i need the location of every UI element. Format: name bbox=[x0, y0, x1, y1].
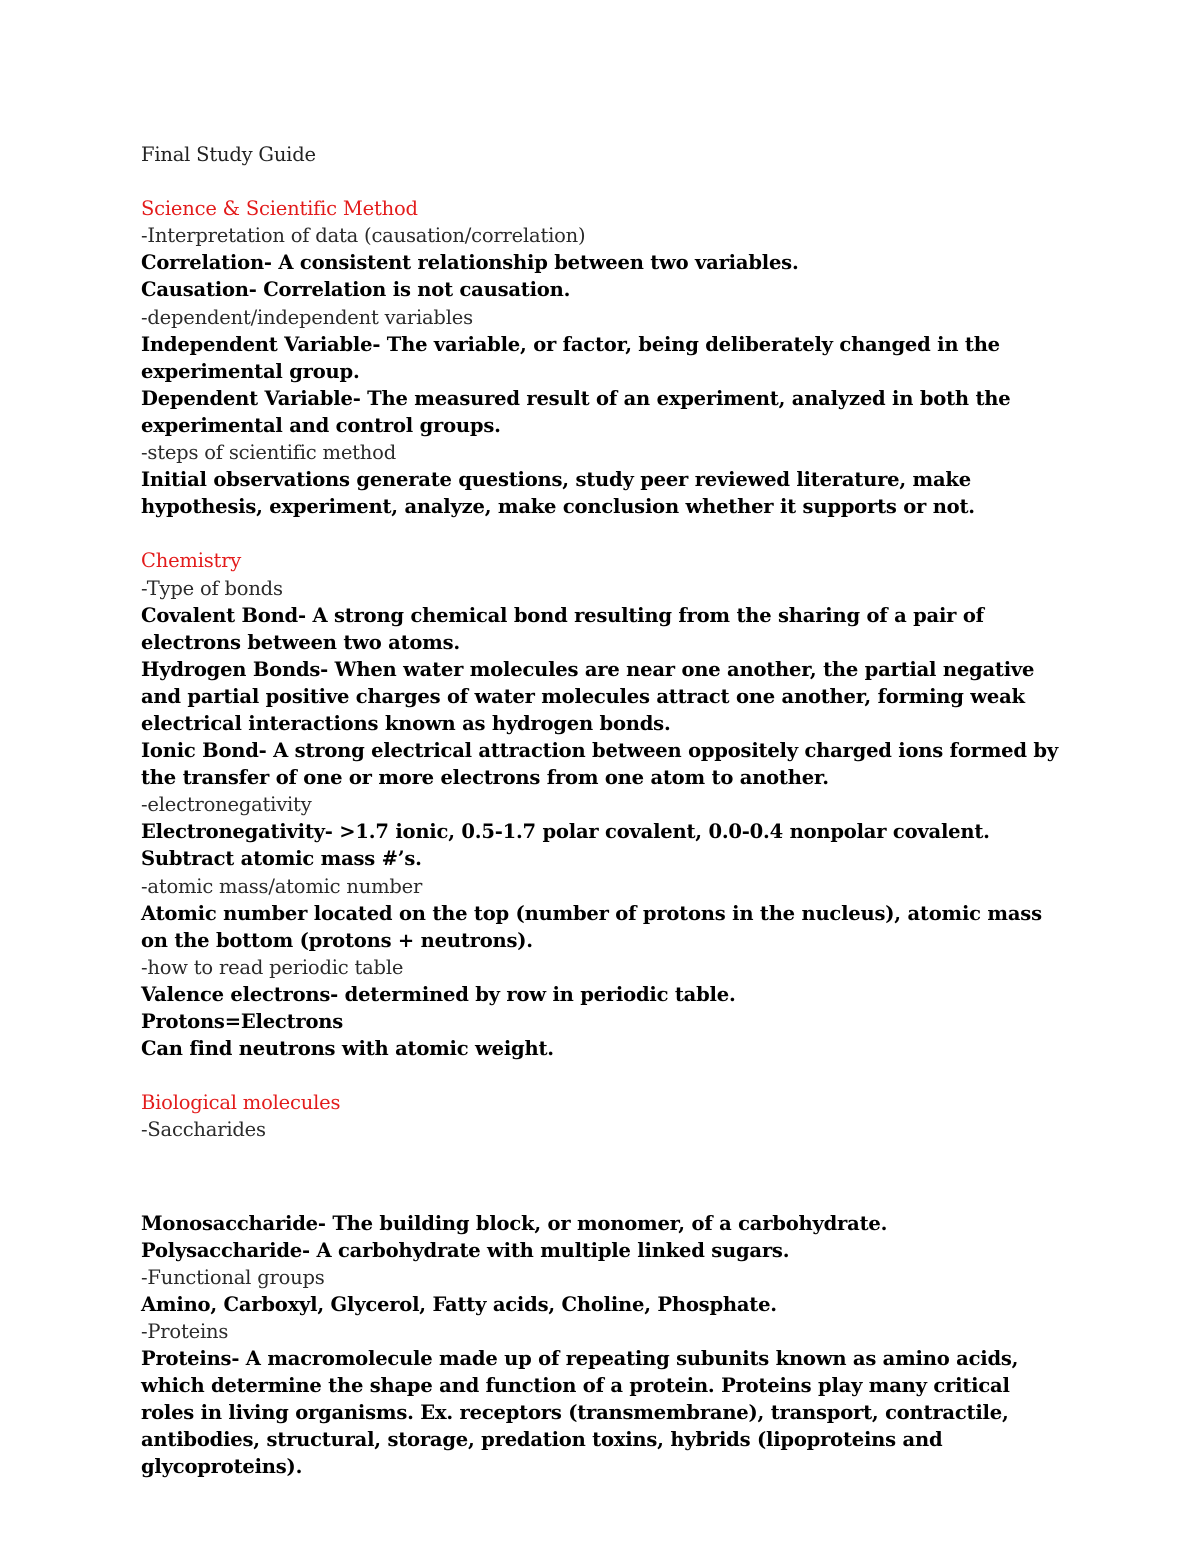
topic-prompt: -electronegativity bbox=[141, 793, 312, 817]
section-heading: Science & Scientific Method bbox=[141, 197, 418, 221]
answer-text: Dependent Variable- The measured result of an experiment, analyzed in both the experimental and control groups. bbox=[141, 386, 1011, 437]
answer-text: Correlation- A consistent relationship between two variables. bbox=[141, 251, 799, 275]
answer-text: Electronegativity- >1.7 ionic, 0.5-1.7 polar covalent, 0.0-0.4 nonpolar covalent. Subtract atomic mass #’s. bbox=[141, 820, 990, 871]
answer-text: Monosaccharide- The building block, or monomer, of a carbohydrate. bbox=[141, 1211, 888, 1235]
topic-prompt: -Functional groups bbox=[141, 1265, 325, 1289]
spacer bbox=[141, 1062, 1061, 1089]
topic-prompt: -Interpretation of data (causation/correlation) bbox=[141, 224, 586, 248]
topic-prompt: -Proteins bbox=[141, 1319, 229, 1343]
answer-text: Causation- Correlation is not causation. bbox=[141, 278, 571, 302]
answer-text: Amino, Carboxyl, Glycerol, Fatty acids, Choline, Phosphate. bbox=[141, 1292, 777, 1316]
spacer bbox=[141, 520, 1061, 547]
section-heading: Biological molecules bbox=[141, 1091, 341, 1115]
answer-text: Can find neutrons with atomic weight. bbox=[141, 1037, 554, 1061]
topic-prompt: -Type of bonds bbox=[141, 576, 283, 600]
section-heading: Chemistry bbox=[141, 549, 242, 573]
answer-text: Ionic Bond- A strong electrical attraction between oppositely charged ions formed by the transfer of one or more electrons from one atom to another. bbox=[141, 739, 1058, 790]
spacer bbox=[141, 1163, 1061, 1190]
topic-prompt: -steps of scientific method bbox=[141, 441, 396, 465]
answer-text: Proteins- A macromolecule made up of repeating subunits known as amino acids, which determine the shape and function of a protein. Proteins play many critical roles in living organisms. Ex. receptors (transmembrane), transport, contractile, antibodies, structural, storage, predation toxins, hybrids (lipoproteins and glycoproteins). bbox=[141, 1347, 1019, 1479]
document-body bbox=[141, 141, 1061, 1481]
document-title: Final Study Guide bbox=[141, 143, 316, 166]
answer-text: Polysaccharide- A carbohydrate with multiple linked sugars. bbox=[141, 1238, 790, 1262]
spacer bbox=[141, 168, 1061, 195]
answer-text: Independent Variable- The variable, or factor, being deliberately changed in the experimental group. bbox=[141, 332, 1000, 383]
answer-text: Protons=Electrons bbox=[141, 1010, 344, 1033]
topic-prompt: -dependent/independent variables bbox=[141, 305, 473, 329]
topic-prompt: -atomic mass/atomic number bbox=[141, 874, 423, 898]
answer-text: Valence electrons- determined by row in periodic table. bbox=[141, 982, 736, 1006]
answer-text: Covalent Bond- A strong chemical bond resulting from the sharing of a pair of electrons between two atoms. bbox=[141, 603, 984, 654]
answer-text: Hydrogen Bonds- When water molecules are near one another, the partial negative and partial positive charges of water molecules attract one another, forming weak electrical interactions known as hydrogen bonds. bbox=[141, 657, 1035, 735]
topic-prompt: -Saccharides bbox=[141, 1118, 266, 1142]
answer-text: Initial observations generate questions, study peer reviewed literature, make hypothesis, experiment, analyze, make conclusion whether it supports or not. bbox=[141, 468, 975, 519]
answer-text: Atomic number located on the top (number of protons in the nucleus), atomic mass on the bottom (protons + neutrons). bbox=[141, 901, 1042, 952]
topic-prompt: -how to read periodic table bbox=[141, 955, 404, 979]
